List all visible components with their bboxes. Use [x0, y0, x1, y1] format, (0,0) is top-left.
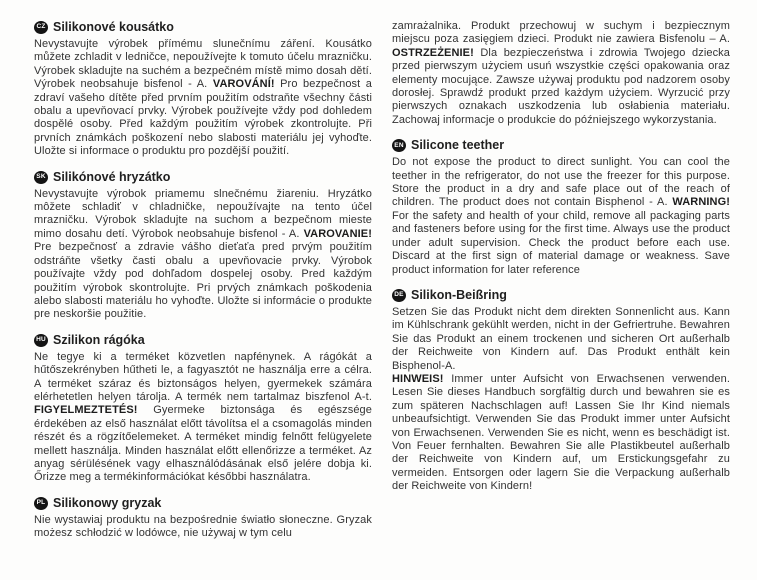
language-badge-sk: SK — [34, 171, 48, 184]
section-cz — [34, 20, 372, 159]
section-hu-title: Szilikon rágóka — [53, 332, 145, 347]
section-sk-body: Nevystavujte výrobok priamemu slnečnému žiareniu. Hryzátko môžete schladiť v chladničke, nepoužívajte na tento účel mrazničku. Výrobok skladujte na suchom a bezpečnom mieste mimo dosahu detí. Výrobok neobsahuje bisfenol - A. VAROVANIE! Pre bezpečnosť a zdravie vášho dieťaťa pred prvým použitím odstráňte všetky časti obalu a upevňovacie prvky. Výrobok používajte vždy pod dohľadom dospelej osoby. Pred každým použitím výrobok skontrolujte. Pri prvých známkach poškodenia alebo slabosti materiálu ho vyhoďte. Uložte si informácie o produkte pre neskoršie použitie. — [34, 187, 372, 321]
left-column — [34, 20, 372, 566]
section-hu — [34, 333, 372, 485]
language-badge-hu: HU — [34, 334, 48, 347]
section-pl-body-continued: zamrażalnika. Produkt przechowuj w suchym i bezpiecznym miejscu poza zasięgiem dzieci. Produkt nie zawiera Bisfenolu – A. OSTRZEŻENIE! Dla bezpieczeństwa i zdrowia Twojego dziecka przed pierwszym użyciem usuń wszystkie części opakowania oraz elementy mocujące. Zawsze używaj produktu pod nadzorem osoby dorosłej. Sprawdź produkt przed każdym użyciem. Wyrzucić przy pierwszych oznakach uszkodzenia lub osłabienia materiału. Zachowaj informacje o produkcie do późniejszego wykorzystania. — [392, 20, 730, 126]
section-en-heading — [392, 138, 730, 153]
section-sk — [34, 170, 372, 322]
section-pl-heading — [34, 496, 372, 511]
section-pl-title: Silikonowy gryzak — [53, 495, 162, 510]
section-de-title: Silikon-Beißring — [411, 287, 507, 302]
language-badge-cz: CZ — [34, 21, 48, 34]
section-sk-title: Silikónové hryzátko — [53, 169, 171, 184]
section-hu-heading — [34, 333, 372, 348]
section-pl-body-start: Nie wystawiaj produktu na bezpośrednie światło słoneczne. Gryzak możesz schłodzić w lodówce, nie używaj w tym celu — [34, 513, 372, 540]
section-hu-body: Ne tegye ki a terméket közvetlen napfénynek. A rágókát a hűtőszekrényben hűtheti le, a fagyasztót ne használja erre a célra. A terméket száraz és biztonságos helyen, gyermekek számára elérhetetlen helyen tárolja. A termék nem tartalmaz biszfenol A-t. FIGYELMEZTETÉS! Gyermeke biztonsága és egészsége érdekében az első használat előtt távolítsa el a csomagolás minden részét és a rögzítőelemeket. A terméket mindig felnőtt felügyelete mellett használja. Minden használat előtt ellenőrizze a terméket. Az anyag sérülésének vagy elhasználódásának első jelére dobja ki. Őrizze meg a termékinformációkat későbbi használatra. — [34, 350, 372, 484]
section-de-heading — [392, 288, 730, 303]
section-en — [392, 138, 730, 277]
language-badge-en: EN — [392, 139, 406, 152]
section-en-body: Do not expose the product to direct sunlight. You can cool the teether in the refrigerator, do not use the freezer for this purpose. Store the product in a dry and safe place out of the reach of children. The product does not contain Bisphenol - A. WARNING! For the safety and health of your child, remove all packaging parts and fasteners before using for the first time. Always use the product under adult supervision. Check the product before each use. Discard at the first sign of material damage or weakness. Save product information for later reference — [392, 156, 730, 276]
section-de-body: Setzen Sie das Produkt nicht dem direkten Sonnenlicht aus. Kann im Kühlschrank gekühlt werden, nicht in der Gefriertruhe. Bewahren Sie das Produkt an einem trockenen und sicheren Ort außerhalb der Reichweite von Kindern auf. Das Produkt enthält kein Bisphenol-A. — [392, 305, 730, 372]
section-de — [392, 288, 730, 494]
language-badge-de: DE — [392, 289, 406, 302]
section-cz-title: Silikonové kousátko — [53, 20, 174, 34]
section-cz-body: Nevystavujte výrobek přímému slunečnímu záření. Kousátko můžete zchladit v ledničce, nepoužívejte k tomuto účelu mrazničku. Výrobek skladujte na suchém a bezpečném místě mimo dosah dětí. Výrobek neobsahuje bisfenol - A. VAROVÁNÍ! Pro bezpečnost a zdraví vašeho dítěte před prvním použitím odstraňte všechny části obalu a upevňovací prvky. Výrobek používejte vždy pod dohledem dospělé osoby. Před každým použitím výrobek zkontrolujte. Při prvních známkách poškození nebo slabosti materiálu jej vyhoďte. Uložte si informace o produktu pro pozdější použití. — [34, 38, 372, 158]
section-sk-heading — [34, 170, 372, 185]
section-en-title: Silicone teether — [411, 138, 505, 153]
section-de-body-notice: HINWEIS! Immer unter Aufsicht von Erwachsenen verwenden. Lesen Sie dieses Handbuch sorgfältig durch und bewahren sie es zum späteren Nachschlagen auf! Lassen Sie Ihr Kind niemals unbeaufsichtigt. Verwenden Sie das Produkt immer unter Aufsicht von Erwachsenen. Verwenden Sie es nicht, wenn es beschädigt ist. Von Feuer fernhalten. Bewahren Sie alle Plastikbeutel außerhalb der Reichweite von Kindern auf, um Erstickungsgefahr zu vermeiden. Entsorgen oder lagern Sie die Verpackung außerhalb der Reichweite von Kindern! — [392, 372, 730, 493]
section-cz-heading — [34, 20, 372, 35]
language-badge-pl: PL — [34, 497, 48, 510]
section-pl — [34, 496, 372, 541]
right-column — [392, 20, 730, 566]
